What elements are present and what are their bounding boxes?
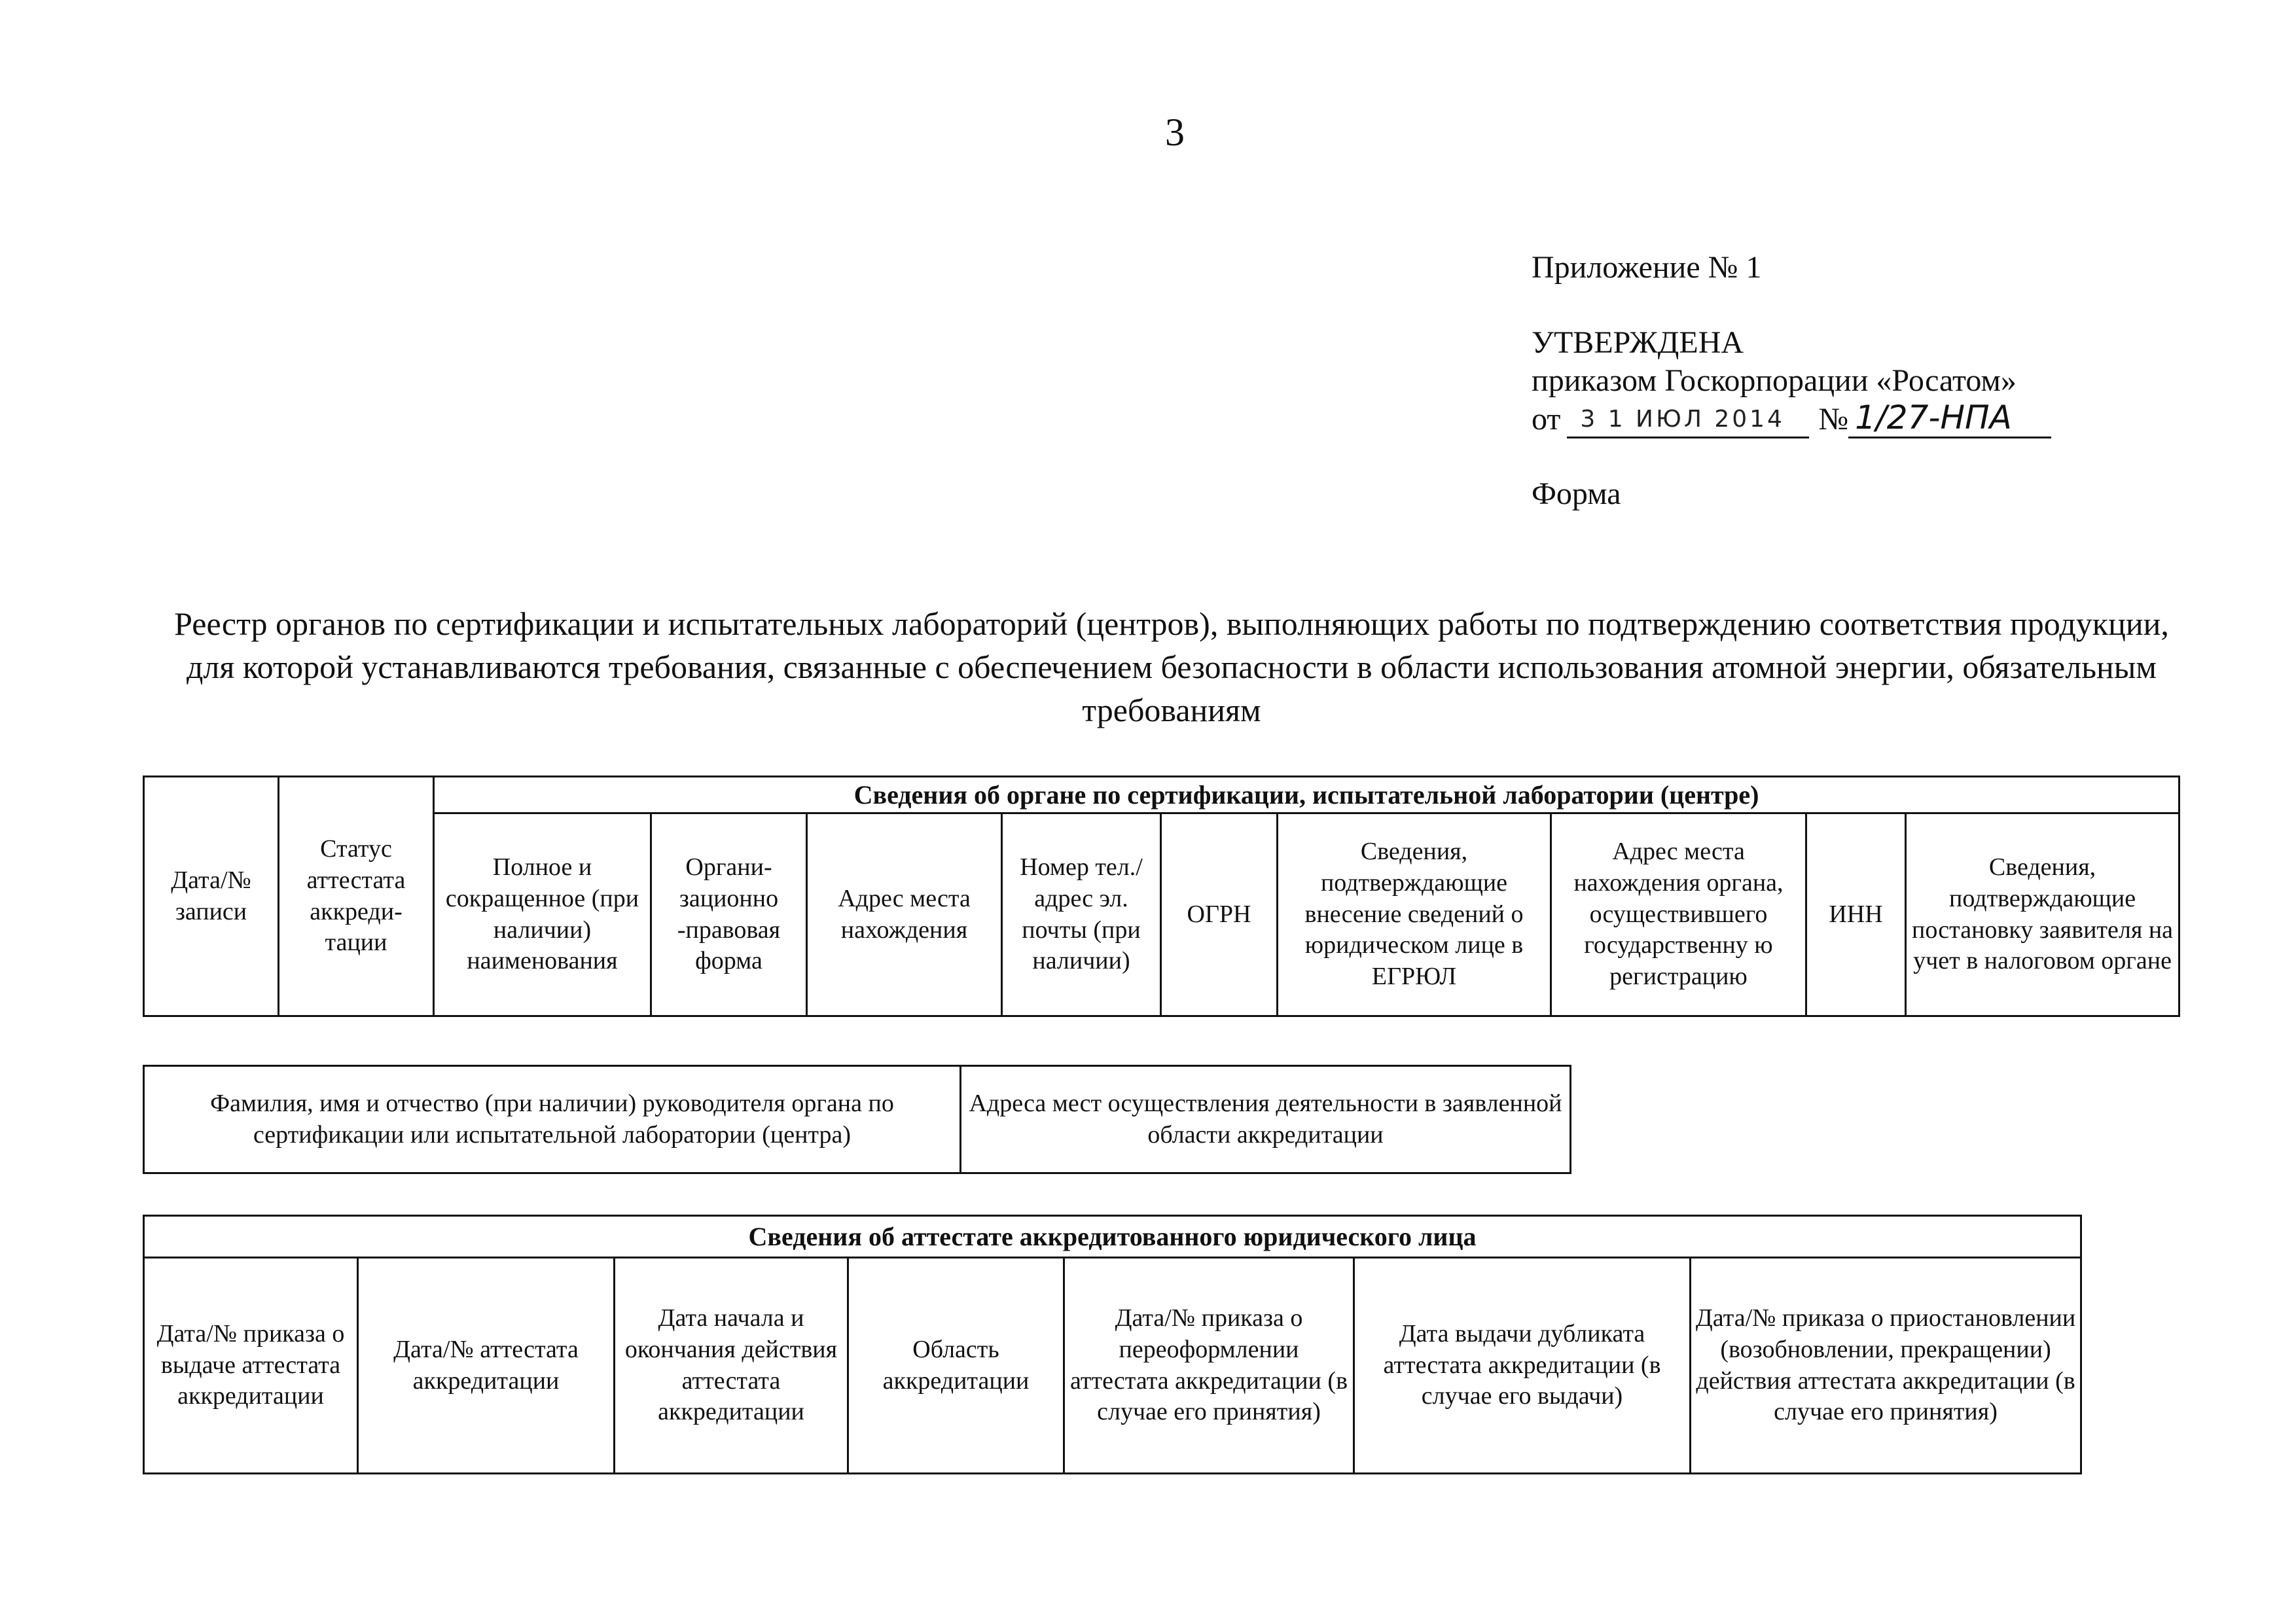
col-issue-order: Дата/№ приказа о выдаче аттестата аккредитации: [144, 1258, 358, 1474]
col-registration-authority-address: Адрес места нахождения органа, осуществившего государственну ю регистрацию: [1551, 813, 1806, 1016]
approval-block: [1532, 249, 2051, 514]
group-header-body-info: Сведения об органе по сертификации, испытательной лаборатории (центре): [434, 777, 2179, 813]
order-line: [1532, 401, 2051, 439]
col-inn: ИНН: [1806, 813, 1906, 1016]
col-egrul-info: Сведения, подтверждающие внесение сведений о юридическом лице в ЕГРЮЛ: [1278, 813, 1551, 1016]
col-ogrn: ОГРН: [1161, 813, 1278, 1016]
group-header-certificate-info: Сведения об аттестате аккредитованного юридического лица: [144, 1216, 2081, 1258]
col-certificate-date-number: Дата/№ аттестата аккредитации: [358, 1258, 615, 1474]
approved-by-order: приказом Госкорпорации «Росатом»: [1532, 363, 2017, 399]
col-full-name: Полное и сокращенное (при наличии) наименования: [434, 813, 651, 1016]
col-head-name: Фамилия, имя и отчество (при наличии) руководителя органа по сертификации или испытательной лаборатории (центра): [144, 1066, 961, 1173]
number-label: №: [1818, 401, 1849, 437]
col-tax-registration: Сведения, подтверждающие постановку заявителя на учет в налоговом органе: [1906, 813, 2179, 1016]
col-legal-form: Органи-зационно -правовая форма: [651, 813, 807, 1016]
col-accreditation-status: Статус аттестата аккреди-тации: [279, 777, 434, 1016]
from-label: от: [1532, 401, 1561, 437]
date-blank: [1567, 402, 1809, 438]
col-activity-addresses: Адреса мест осуществления деятельности в заявленной области аккредитации: [961, 1066, 1571, 1173]
head-and-locations-table: [143, 1065, 1571, 1174]
approved-label: УТВЕРЖДЕНА: [1532, 325, 1744, 360]
col-accreditation-scope: Область аккредитации: [848, 1258, 1064, 1474]
col-reissue-order: Дата/№ приказа о переоформлении аттестата аккредитации (в случае его принятия): [1064, 1258, 1354, 1474]
col-phone-email: Номер тел./ адрес эл. почты (при наличии): [1002, 813, 1161, 1016]
handwritten-number: 1/27-НПА: [1855, 399, 2012, 437]
col-suspension-order: Дата/№ приказа о приостановлении (возобновлении, прекращении) действия аттестата аккредитации (в случае его принятия): [1691, 1258, 2081, 1474]
register-title: Реестр органов по сертификации и испытательных лабораторий (центров), выполняющих работы по подтверждению соответствия продукции, для которой устанавливаются требования, связанные с обеспечением безопасности в области использования атомной энергии, обязательным требованиям: [174, 605, 2169, 728]
col-duplicate-date: Дата выдачи дубликата аттестата аккредитации (в случае его выдачи): [1354, 1258, 1691, 1474]
col-validity-period: Дата начала и окончания действия аттестата аккредитации: [615, 1258, 848, 1474]
handwritten-date: 3 1 ИЮЛ 2014: [1580, 406, 1785, 433]
number-blank: [1848, 399, 2051, 438]
col-address: Адрес места нахождения: [807, 813, 1002, 1016]
annex-label: Приложение № 1: [1532, 250, 1762, 285]
certificate-table: [143, 1215, 2082, 1474]
col-record-date: Дата/№ записи: [144, 777, 279, 1016]
page-number: 3: [1165, 111, 1185, 154]
registry-table: [143, 776, 2180, 1017]
form-label: Форма: [1532, 476, 1621, 512]
